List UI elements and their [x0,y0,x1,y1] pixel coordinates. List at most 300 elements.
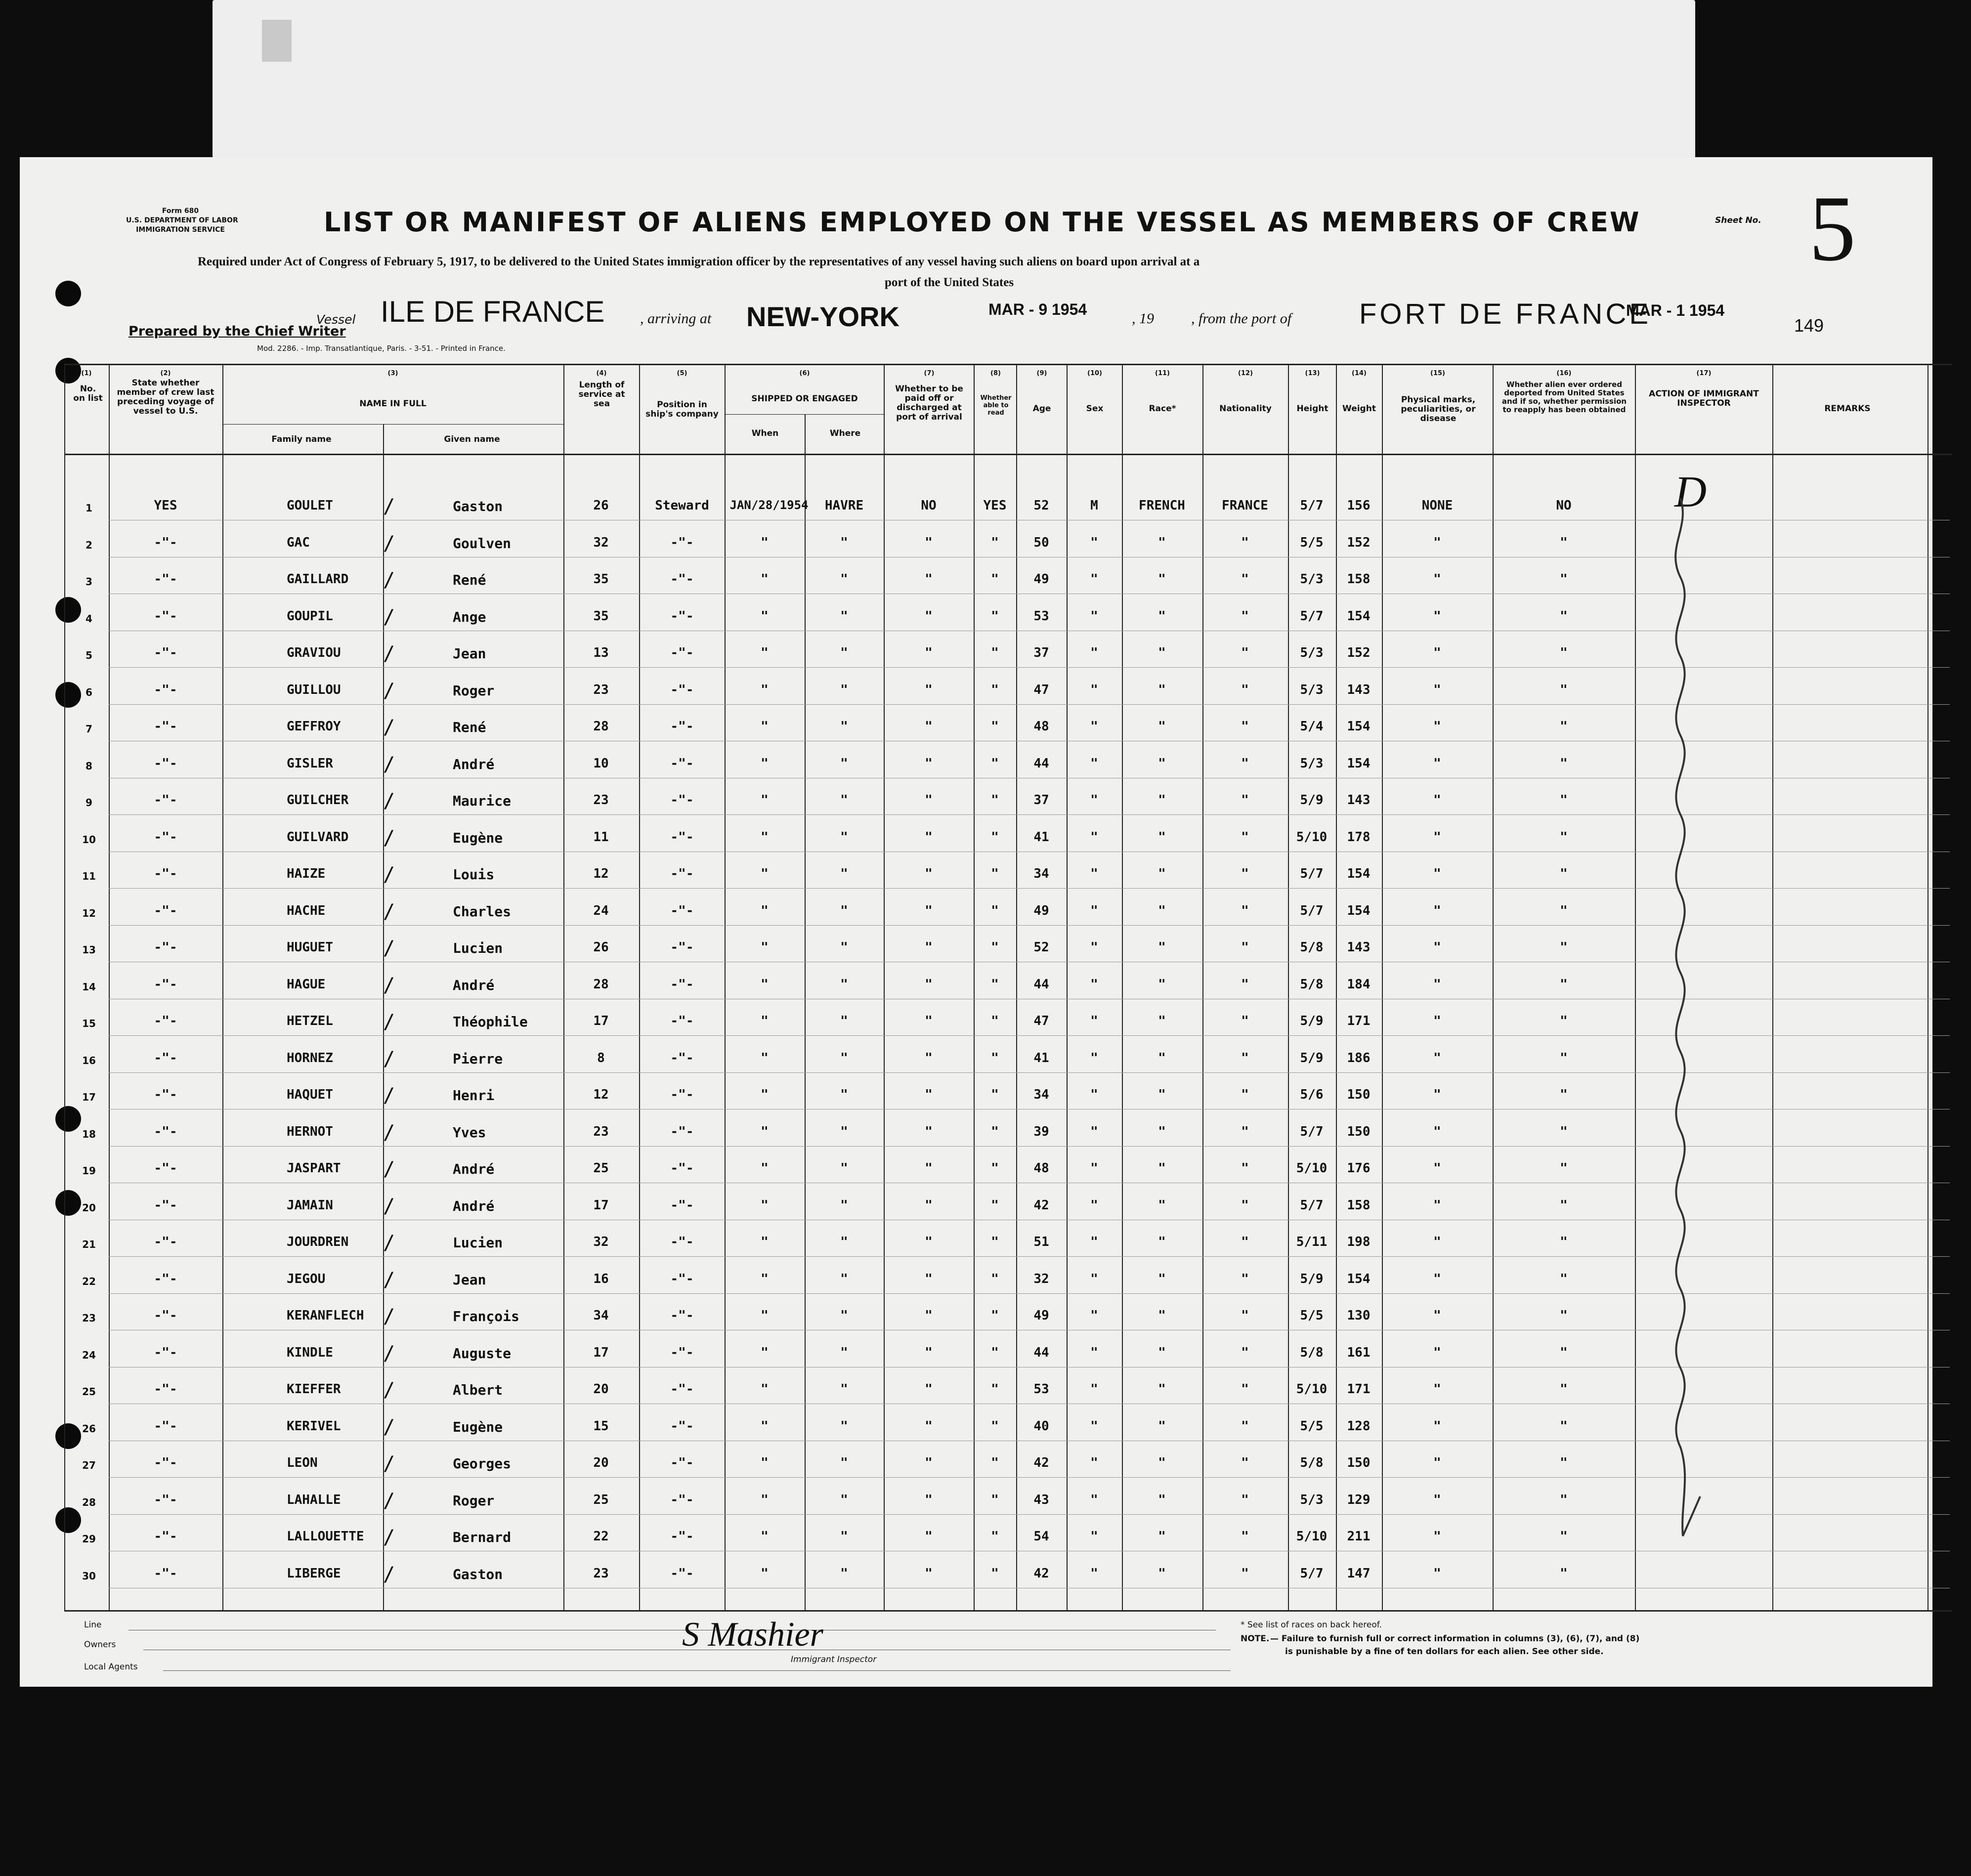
given-name-cell: Henri [453,1087,495,1104]
table-bottom-line [64,1610,1952,1612]
where-cell: " [840,1418,848,1434]
service-cell: 17 [593,1197,609,1213]
prev-cell: -"- [154,940,177,955]
marks-cell: " [1433,572,1441,587]
given-name-cell: François [453,1308,519,1324]
check-tick: / [383,790,395,812]
read-cell: " [991,977,999,992]
when-cell: " [761,1087,769,1102]
paid-cell: " [925,1529,933,1544]
nat-cell: " [1241,645,1249,660]
deported-cell: " [1560,1050,1568,1066]
age-cell: 47 [1033,1014,1049,1028]
inspector-signature: S Mashier [682,1616,823,1654]
check-tick: / [383,716,395,739]
note-label: NOTE. [1241,1634,1270,1644]
service-cell: 28 [593,977,609,992]
age-cell: 53 [1033,1382,1049,1397]
weight-cell: 150 [1347,1087,1371,1102]
age-cell: 34 [1033,1087,1049,1102]
column-divider [974,364,975,1610]
row-number: 15 [82,1018,96,1029]
age-cell: 42 [1033,1455,1049,1470]
deported-cell: " [1560,608,1568,624]
sex-cell: " [1090,977,1098,992]
paid-cell: " [925,1271,933,1286]
nat-cell: " [1241,793,1249,808]
family-name-cell: KINDLE [287,1345,333,1360]
marks-cell: " [1433,1455,1441,1470]
sex-cell: " [1090,756,1098,771]
where-cell: " [840,1566,848,1581]
family-name-cell: GOULET [287,498,333,513]
year-label: , 19 [1132,310,1154,327]
when-cell: " [761,1382,769,1397]
prev-cell: -"- [154,1566,177,1581]
check-tick: / [383,753,395,776]
row-number: 30 [82,1570,96,1582]
when-cell: " [761,1418,769,1434]
row-number: 13 [82,944,96,956]
col-num: (6) [799,370,810,377]
prev-cell: -"- [154,1418,177,1434]
deported-cell: " [1560,719,1568,734]
given-name-cell: Louis [453,866,495,883]
vessel-name: ILE DE FRANCE [381,295,605,328]
where-cell: " [840,535,848,550]
read-cell: " [991,1382,999,1397]
nat-cell: " [1241,535,1249,550]
nat-cell: " [1241,1308,1249,1323]
deported-cell: NO [1556,498,1572,513]
sex-cell: " [1090,829,1098,845]
deported-cell: " [1560,903,1568,918]
given-name-cell: Goulven [453,535,512,552]
col-num: (10) [1087,370,1102,377]
deported-cell: " [1560,977,1568,992]
service-cell: 24 [593,903,609,918]
paid-cell: " [925,1382,933,1397]
where-cell: " [840,719,848,734]
column-divider [639,364,640,1610]
age-cell: 42 [1033,1197,1049,1213]
col-header-able-to-read: Whether able to read [980,394,1012,417]
prev-cell: -"- [154,977,177,992]
position-cell: -"- [670,1418,694,1434]
col-header-race: Race* [1149,404,1176,414]
prev-cell: -"- [154,1529,177,1544]
read-cell: " [991,829,999,845]
given-name-cell: Roger [453,1492,495,1509]
nat-cell: " [1241,903,1249,918]
where-cell: " [840,977,848,992]
marks-cell: " [1433,1124,1441,1139]
family-name-cell: GUILCHER [287,793,349,808]
column-divider [1635,364,1636,1610]
inspector-label: Immigrant Inspector [791,1655,877,1664]
where-cell: " [840,793,848,808]
paid-cell: " [925,1161,933,1176]
check-tick: / [383,569,395,592]
given-name-cell: Maurice [453,793,512,809]
check-tick: / [383,1268,395,1291]
race-cell: " [1158,645,1166,660]
col-num: (4) [596,370,607,377]
marks-cell: " [1433,1087,1441,1102]
position-cell: -"- [670,719,694,734]
height-cell: 5/3 [1300,572,1324,587]
position-cell: -"- [670,903,694,918]
height-cell: 5/5 [1300,1418,1324,1434]
printer-line: Mod. 2286. - Imp. Transatlantique, Paris. - 3-51. - Printed in France. [257,344,506,353]
row-number: 21 [82,1238,96,1250]
where-cell: " [840,1382,848,1397]
paid-cell: " [925,903,933,918]
deported-cell: " [1560,793,1568,808]
paid-cell: " [925,1308,933,1323]
where-cell: " [840,682,848,697]
position-cell: -"- [670,1308,694,1323]
race-cell: " [1158,1529,1166,1544]
when-cell: " [761,977,769,992]
col-header-when: When [751,428,779,438]
sex-cell: " [1090,1345,1098,1360]
sex-cell: " [1090,903,1098,918]
position-cell: -"- [670,1197,694,1213]
height-cell: 5/10 [1296,1382,1328,1397]
marks-cell: " [1433,682,1441,697]
position-cell: -"- [670,756,694,771]
family-name-cell: JEGOU [287,1271,326,1286]
weight-cell: 171 [1347,1382,1371,1397]
deported-cell: " [1560,1271,1568,1286]
race-cell: " [1158,977,1166,992]
age-cell: 53 [1033,608,1049,624]
nat-cell: " [1241,1235,1249,1249]
prev-cell: -"- [154,608,177,624]
sex-cell: " [1090,608,1098,624]
when-cell: " [761,1197,769,1213]
height-cell: 5/6 [1300,1087,1324,1102]
age-cell: 49 [1033,1308,1049,1323]
prepared-by: Prepared by the Chief Writer [129,324,346,339]
deported-cell: " [1560,1235,1568,1249]
given-name-cell: Roger [453,682,495,699]
stamp-number: 149 [1794,315,1824,336]
read-cell: " [991,572,999,587]
family-name-cell: HUGUET [287,940,333,955]
read-cell: " [991,535,999,550]
row-number: 18 [82,1128,96,1140]
service-cell: 17 [593,1345,609,1360]
column-divider [1493,364,1494,1610]
check-tick: / [383,1084,395,1107]
sex-cell: " [1090,719,1098,734]
family-name-cell: GUILVARD [287,829,349,845]
nat-cell: " [1241,1492,1249,1507]
position-cell: -"- [670,1345,694,1360]
family-name-cell: GEFFROY [287,719,341,734]
deported-cell: " [1560,1014,1568,1028]
position-cell: -"- [670,645,694,660]
sex-cell: " [1090,1308,1098,1323]
weight-cell: 178 [1347,829,1371,845]
row-number: 1 [86,502,92,514]
sex-cell: " [1090,535,1098,550]
when-cell: " [761,645,769,660]
given-name-cell: Jean [453,645,486,662]
nat-cell: " [1241,719,1249,734]
col-num: (13) [1305,370,1320,377]
service-cell: 32 [593,1235,609,1249]
family-name-cell: HAIZE [287,866,326,881]
sex-cell: " [1090,1382,1098,1397]
weight-cell: 156 [1347,498,1371,513]
where-cell: " [840,1124,848,1139]
deported-cell: " [1560,1455,1568,1470]
paid-cell: " [925,1345,933,1360]
note-line1: — Failure to furnish full or correct information in columns (3), (6), (7), and (8) [1270,1634,1640,1644]
when-cell: " [761,535,769,550]
when-cell: " [761,1235,769,1249]
age-cell: 44 [1033,977,1049,992]
marks-cell: " [1433,1418,1441,1434]
prev-cell: -"- [154,829,177,845]
col-num: (3) [387,370,398,377]
family-name-cell: LIBERGE [287,1566,341,1581]
check-tick: / [383,1305,395,1328]
column-divider [884,364,885,1610]
paid-cell: " [925,940,933,955]
footer-agents-label: Local Agents [84,1662,138,1672]
col-header-name: NAME IN FULL [359,399,427,409]
weight-cell: 129 [1347,1492,1371,1507]
sex-cell: M [1090,498,1098,513]
col-header-paid-off: Whether to be paid off or discharged at port of arrival [895,384,963,422]
sex-cell: " [1090,645,1098,660]
age-cell: 41 [1033,829,1049,845]
read-cell: " [991,1529,999,1544]
row-number: 12 [82,907,96,919]
when-cell: " [761,682,769,697]
subtitle-line2: port of the United States [885,276,1014,289]
deported-cell: " [1560,535,1568,550]
where-cell: HAVRE [824,498,864,513]
weight-cell: 152 [1347,535,1371,550]
check-tick: / [383,1011,395,1033]
col-num: (2) [160,370,171,377]
prev-cell: -"- [154,903,177,918]
paid-cell: " [925,1566,933,1581]
where-cell: " [840,940,848,955]
prev-cell: -"- [154,1124,177,1139]
paid-cell: " [925,1492,933,1507]
nat-cell: " [1241,1529,1249,1544]
nat-cell: " [1241,1087,1249,1102]
position-cell: -"- [670,572,694,587]
where-cell: " [840,572,848,587]
check-tick: / [383,679,395,702]
family-name-cell: KERIVEL [287,1418,341,1434]
height-cell: 5/3 [1300,645,1324,660]
where-cell: " [840,1161,848,1176]
paid-cell: " [925,682,933,697]
height-cell: 5/9 [1300,793,1324,808]
family-name-cell: LAHALLE [287,1492,341,1507]
read-cell: " [991,1050,999,1066]
weight-cell: 143 [1347,793,1371,808]
nat-cell: " [1241,940,1249,955]
col-num: (12) [1238,370,1253,377]
row-number: 9 [86,797,92,809]
age-cell: 37 [1033,645,1049,660]
race-cell: " [1158,866,1166,881]
position-cell: -"- [670,1529,694,1544]
check-tick: / [383,1563,395,1586]
height-cell: 5/7 [1300,866,1324,881]
given-name-cell: Albert [453,1382,503,1398]
form-number: Form 680 [162,207,199,215]
weight-cell: 154 [1347,1271,1371,1286]
race-cell: " [1158,572,1166,587]
age-cell: 44 [1033,756,1049,771]
age-cell: 44 [1033,1345,1049,1360]
age-cell: 52 [1033,498,1049,513]
position-cell: -"- [670,1455,694,1470]
nat-cell: " [1241,1271,1249,1286]
marks-cell: " [1433,1197,1441,1213]
row-number: 25 [82,1386,96,1398]
when-cell: " [761,608,769,624]
age-cell: 40 [1033,1418,1049,1434]
column-divider [1122,364,1123,1610]
prev-cell: -"- [154,1308,177,1323]
given-name-cell: Yves [453,1124,486,1141]
where-cell: " [840,756,848,771]
row-number: 10 [82,833,96,846]
where-cell: " [840,1345,848,1360]
page-title: LIST OR MANIFEST OF ALIENS EMPLOYED ON THE VESSEL AS MEMBERS OF CREW [324,207,1641,238]
inspector-squiggle [1651,498,1710,1566]
height-cell: 5/7 [1300,1566,1324,1581]
col-header-shipped: SHIPPED OR ENGAGED [751,394,858,404]
deported-cell: " [1560,940,1568,955]
deported-cell: " [1560,1566,1568,1581]
race-cell: " [1158,903,1166,918]
weight-cell: 158 [1347,572,1371,587]
read-cell: " [991,1271,999,1286]
row-number: 16 [82,1054,96,1066]
given-name-cell: René [453,572,486,588]
prev-cell: YES [154,498,177,513]
position-cell: -"- [670,977,694,992]
family-name-cell: GISLER [287,756,333,771]
height-cell: 5/7 [1300,608,1324,624]
sex-cell: " [1090,866,1098,881]
height-cell: 5/10 [1296,829,1328,845]
marks-cell: " [1433,1271,1441,1286]
read-cell: " [991,1418,999,1434]
position-cell: Steward [655,498,709,513]
weight-cell: 154 [1347,866,1371,881]
paid-cell: " [925,1014,933,1028]
col-header-service: Length of service at sea [578,380,625,409]
weight-cell: 150 [1347,1455,1371,1470]
col-num: (7) [924,370,935,377]
form-meta [126,207,238,235]
read-cell: " [991,1492,999,1507]
sheet-number: 5 [1809,177,1856,281]
where-cell: " [840,866,848,881]
check-tick: / [383,642,395,665]
when-cell: " [761,940,769,955]
paid-cell: " [925,829,933,845]
where-cell: " [840,1050,848,1066]
when-cell: " [761,1050,769,1066]
prev-cell: -"- [154,682,177,697]
sex-cell: " [1090,682,1098,697]
race-cell: " [1158,1418,1166,1434]
inspector-mark: D [1674,468,1707,516]
height-cell: 5/9 [1300,1050,1324,1066]
marks-cell: " [1433,1308,1441,1323]
column-divider [1016,364,1017,1610]
deported-cell: " [1560,1197,1568,1213]
prev-cell: -"- [154,1382,177,1397]
read-cell: " [991,1197,999,1213]
age-cell: 42 [1033,1566,1049,1581]
when-cell: " [761,1124,769,1139]
weight-cell: 161 [1347,1345,1371,1360]
height-cell: 5/11 [1296,1235,1328,1249]
given-name-cell: Charles [453,903,512,920]
race-cell: " [1158,1271,1166,1286]
vessel-label: Vessel [316,312,356,327]
service-cell: 26 [593,498,609,513]
age-cell: 41 [1033,1050,1049,1066]
check-tick: / [383,605,395,629]
weight-cell: 143 [1347,940,1371,955]
read-cell: " [991,793,999,808]
age-cell: 50 [1033,535,1049,550]
service-cell: 20 [593,1382,609,1397]
given-name-cell: Lucien [453,940,503,956]
where-cell: " [840,1492,848,1507]
col-header-position: Position in ship's company [645,400,719,419]
given-name-cell: Jean [453,1271,486,1288]
height-cell: 5/7 [1300,1197,1324,1213]
when-cell: " [761,1529,769,1544]
marks-cell: " [1433,793,1441,808]
prev-cell: -"- [154,1197,177,1213]
given-name-cell: Eugène [453,829,503,846]
marks-cell: " [1433,940,1441,955]
marks-cell: " [1433,977,1441,992]
check-tick: / [383,900,395,923]
deported-cell: " [1560,756,1568,771]
service-cell: 28 [593,719,609,734]
read-cell: " [991,940,999,955]
check-tick: / [383,974,395,997]
check-tick: / [383,1452,395,1475]
when-cell: " [761,572,769,587]
race-cell: " [1158,1235,1166,1249]
weight-cell: 154 [1347,756,1371,771]
sex-cell: " [1090,1050,1098,1066]
family-name-cell: JASPART [287,1161,341,1176]
paid-cell: " [925,535,933,550]
marks-cell: " [1433,1566,1441,1581]
